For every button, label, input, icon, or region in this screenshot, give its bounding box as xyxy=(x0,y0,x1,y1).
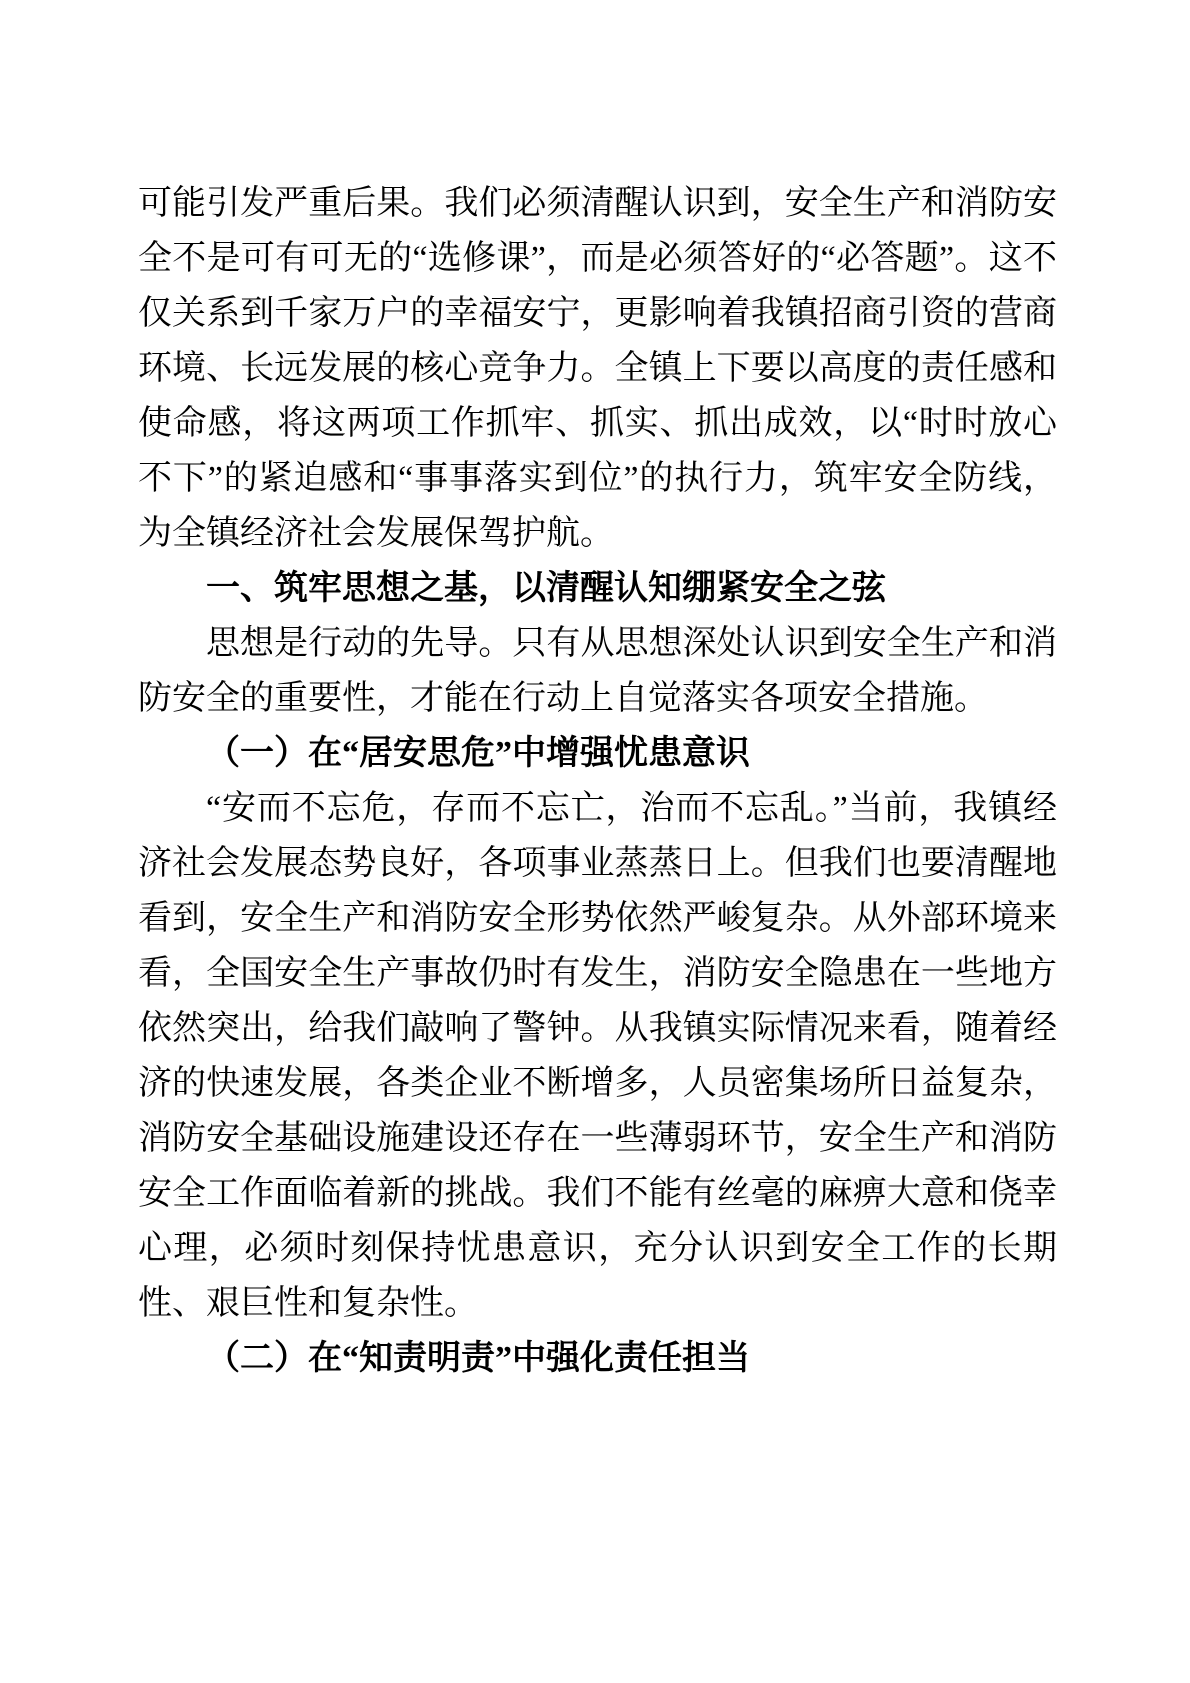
paragraph-continued: 可能引发严重后果。我们必须清醒认识到，安全生产和消防安全不是可有可无的“选修课”，而是必须答好的“必答题”。这不仅关系到千家万户的幸福安宁，更影响着我镇招商引资的营商环境、长远发展的核心竞争力。全镇上下要以高度的责任感和使命感，将这两项工作抓牢、抓实、抓出成效，以“时时放心不下”的紧迫感和“事事落实到位”的执行力，筑牢安全防线，为全镇经济社会发展保驾护航。 xyxy=(138,185,1057,552)
paragraph: 思想是行动的先导。只有从思想深处认识到安全生产和消防安全的重要性，才能在行动上自觉落实各项安全措施。 xyxy=(138,625,1057,717)
section-1-heading: 一、筑牢思想之基，以清醒认知绷紧安全之弦 xyxy=(206,569,886,607)
document-body xyxy=(138,176,1057,1386)
paragraph: “安而不忘危，存而不忘亡，治而不忘乱。”当前，我镇经济社会发展态势良好，各项事业蒸蒸日上。但我们也要清醒地看到，安全生产和消防安全形势依然严峻复杂。从外部环境来看，全国安全生产事故仍时有发生，消防安全隐患在一些地方依然突出，给我们敲响了警钟。从我镇实际情况来看，随着经济的快速发展，各类企业不断增多，人员密集场所日益复杂，消防安全基础设施建设还存在一些薄弱环节，安全生产和消防安全工作面临着新的挑战。我们不能有丝毫的麻痹大意和侥幸心理，必须时刻保持忧患意识，充分认识到安全工作的长期性、艰巨性和复杂性。 xyxy=(138,790,1057,1322)
subsection-2-heading: （二）在“知责明责”中强化责任担当 xyxy=(206,1340,750,1377)
subsection-1-heading: （一）在“居安思危”中增强忧患意识 xyxy=(206,735,750,772)
